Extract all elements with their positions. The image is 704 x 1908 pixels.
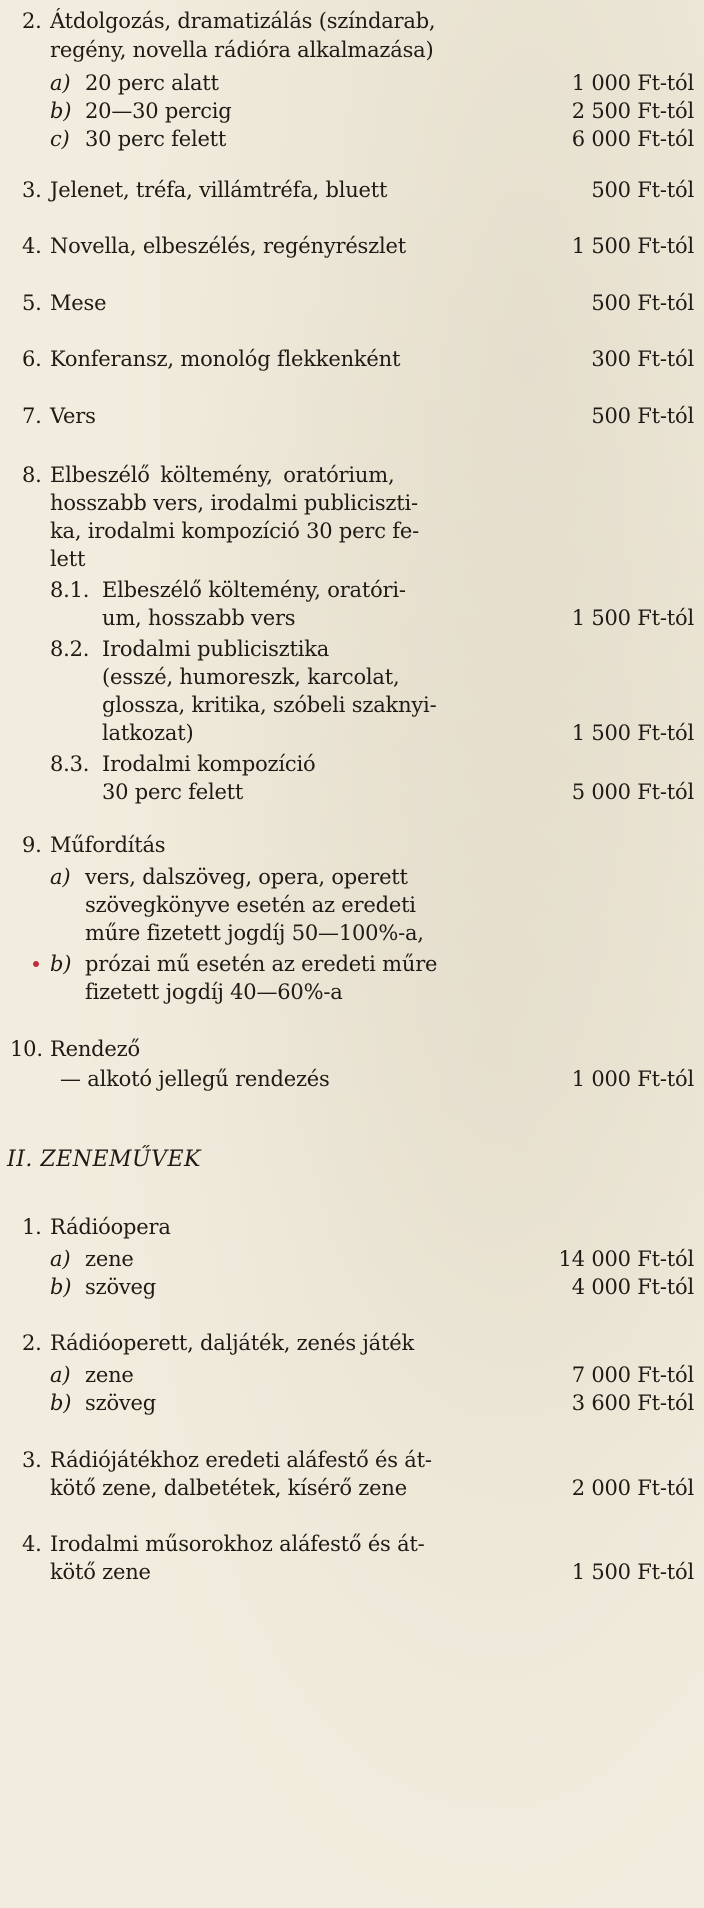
subitem-line: Irodalmi kompozíció <box>102 752 316 776</box>
stray-mark <box>33 961 39 967</box>
sub-text: zene <box>85 1363 134 1387</box>
item-title: Rádióopera <box>50 1215 171 1239</box>
price: 300 Ft-tól <box>591 347 694 371</box>
item-title-line: lett <box>50 547 86 571</box>
item-title-line: regény, novella rádióra alkalmazása) <box>50 38 434 62</box>
item-title-line: Rádiójátékhoz eredeti aláfestő és át- <box>50 1448 432 1472</box>
price: 7 000 Ft-tól <box>571 1363 694 1387</box>
subitem-line: glossza, kritika, szóbeli szaknyi- <box>102 693 437 717</box>
price: 2 500 Ft-tól <box>571 99 694 123</box>
subitem-line: latkozat) <box>102 721 194 745</box>
sub-line: prózai mű esetén az eredeti műre <box>85 952 438 976</box>
sub-marker: b) <box>50 99 72 123</box>
item-title-line: ka, irodalmi kompozíció 30 perc fe- <box>50 519 419 543</box>
price: 1 500 Ft-tól <box>571 1560 694 1584</box>
item-title: Jelenet, tréfa, villámtréfa, bluett <box>50 178 388 202</box>
price: 500 Ft-tól <box>591 404 694 428</box>
subitem-line: 30 perc felett <box>102 780 244 804</box>
sub-text: szöveg <box>85 1391 157 1415</box>
sub-marker: b) <box>50 1391 72 1415</box>
price: 1 000 Ft-tól <box>571 1067 694 1091</box>
subitem-number: 8.2. <box>50 637 90 661</box>
item-title-line: kötő zene, dalbetétek, kísérő zene <box>50 1476 407 1500</box>
price: 6 000 Ft-tól <box>571 127 694 151</box>
sub-marker: b) <box>50 952 72 976</box>
sub-marker: a) <box>50 71 71 95</box>
sub-text: 20 perc alatt <box>85 71 219 95</box>
price: 14 000 Ft-tól <box>558 1247 694 1271</box>
item-title-line: Átdolgozás, dramatizálás (színdarab, <box>50 9 436 33</box>
item-number: 7. <box>22 404 42 428</box>
price: 500 Ft-tól <box>591 178 694 202</box>
item-title-line: Elbeszélő költemény, oratórium, <box>50 463 395 487</box>
item-number: 9. <box>22 833 42 857</box>
sub-line: műre fizetett jogdíj 50—100%-a, <box>85 921 424 945</box>
item-number: 2. <box>22 1331 42 1355</box>
item-number: 8. <box>22 463 42 487</box>
item-title: Rádióoperett, daljáték, zenés játék <box>50 1331 414 1355</box>
price: 2 000 Ft-tól <box>571 1476 694 1500</box>
item-title: Műfordítás <box>50 833 166 857</box>
sub-text: 30 perc felett <box>85 127 227 151</box>
item-number: 10. <box>10 1037 43 1061</box>
item-number: 4. <box>22 1532 42 1556</box>
item-title-line: hosszabb vers, irodalmi publiciszti- <box>50 491 418 515</box>
price: 1 500 Ft-tól <box>571 606 694 630</box>
item-number: 1. <box>22 1215 42 1239</box>
item-sub: — alkotó jellegű rendezés <box>60 1067 330 1091</box>
price: 4 000 Ft-tól <box>571 1275 694 1299</box>
price: 500 Ft-tól <box>591 291 694 315</box>
sub-line: szövegkönyve esetén az eredeti <box>85 893 416 917</box>
item-number: 4. <box>22 234 42 258</box>
subitem-number: 8.3. <box>50 752 90 776</box>
price: 1 000 Ft-tól <box>571 71 694 95</box>
subitem-line: um, hosszabb vers <box>102 606 296 630</box>
price: 3 600 Ft-tól <box>571 1391 694 1415</box>
item-title: Konferansz, monológ flekkenként <box>50 347 401 371</box>
sub-line: fizetett jogdíj 40—60%-a <box>85 980 343 1004</box>
sub-marker: a) <box>50 865 71 889</box>
item-title: Rendező <box>50 1037 140 1061</box>
item-number: 3. <box>22 1448 42 1472</box>
item-title-line: kötő zene <box>50 1560 151 1584</box>
item-title: Mese <box>50 291 107 315</box>
sub-marker: a) <box>50 1247 71 1271</box>
subitem-line: Irodalmi publicisztika <box>102 637 330 661</box>
item-title-line: Irodalmi műsorokhoz aláfestő és át- <box>50 1532 425 1556</box>
sub-line: vers, dalszöveg, opera, operett <box>85 865 408 889</box>
sub-text: 20—30 percig <box>85 99 232 123</box>
sub-marker: b) <box>50 1275 72 1299</box>
sub-marker: a) <box>50 1363 71 1387</box>
subitem-number: 8.1. <box>50 578 90 602</box>
price: 1 500 Ft-tól <box>571 721 694 745</box>
subitem-line: Elbeszélő költemény, oratóri- <box>102 578 406 602</box>
item-title: Novella, elbeszélés, regényrészlet <box>50 234 406 258</box>
sub-text: zene <box>85 1247 134 1271</box>
item-number: 5. <box>22 291 42 315</box>
item-number: 6. <box>22 347 42 371</box>
sub-text: szöveg <box>85 1275 157 1299</box>
section-heading: II. ZENEMŰVEK <box>7 1147 201 1172</box>
item-title: Vers <box>50 404 96 428</box>
price: 1 500 Ft-tól <box>571 234 694 258</box>
item-number: 2. <box>22 9 42 33</box>
subitem-line: (esszé, humoreszk, karcolat, <box>102 665 400 689</box>
item-number: 3. <box>22 178 42 202</box>
sub-marker: c) <box>50 127 70 151</box>
price: 5 000 Ft-tól <box>571 780 694 804</box>
